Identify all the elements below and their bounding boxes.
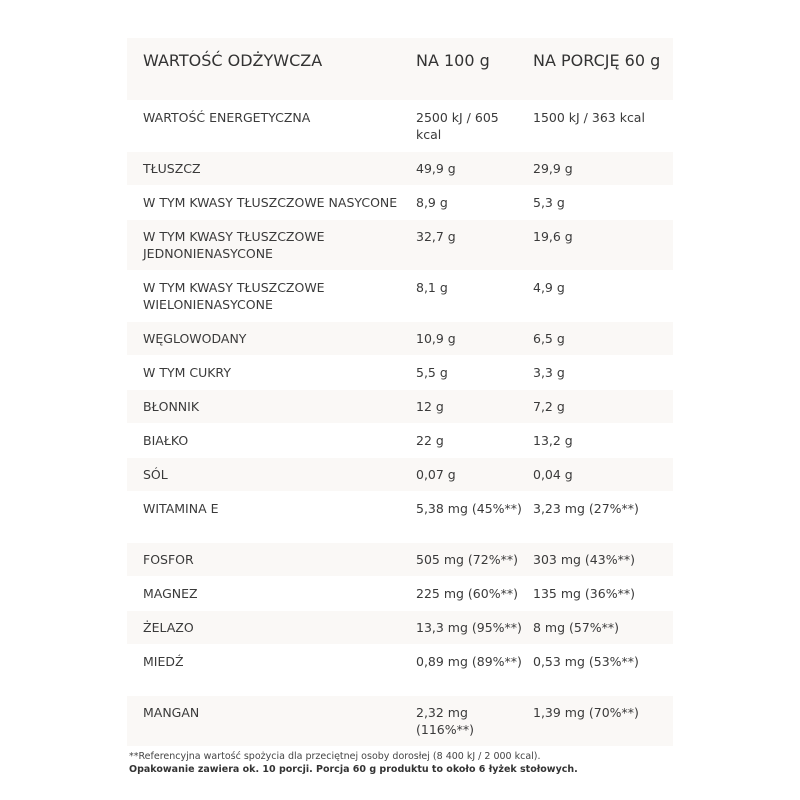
- value-per-100g: 49,9 g: [416, 161, 456, 176]
- table-row: [127, 611, 673, 645]
- value-per-100g: 505 mg (72%**): [416, 552, 518, 567]
- table-row: [127, 152, 673, 186]
- value-per-100g: 22 g: [416, 433, 444, 448]
- nutrient-name: W TYM KWASY TŁUSZCZOWE WIELONIENASYCONE: [143, 280, 325, 312]
- nutrient-name: MIEDŹ: [143, 654, 184, 669]
- value-per-portion: 0,04 g: [533, 467, 573, 482]
- value-per-100g: 8,9 g: [416, 195, 448, 210]
- header-nutrient: WARTOŚĆ ODŻYWCZA: [143, 51, 323, 70]
- value-per-portion: 19,6 g: [533, 229, 573, 244]
- table-row: [127, 424, 673, 458]
- value-per-100g: 8,1 g: [416, 280, 448, 295]
- footnotes: [127, 750, 673, 776]
- value-per-portion: 1500 kJ / 363 kcal: [533, 110, 645, 125]
- value-per-portion: 135 mg (36%**): [533, 586, 635, 601]
- value-per-100g: 5,38 mg (45%**): [416, 501, 522, 516]
- nutrient-name: BŁONNIK: [143, 399, 200, 414]
- nutrient-name: WARTOŚĆ ENERGETYCZNA: [143, 110, 311, 125]
- reference-footnote: **Referencyjna wartość spożycia dla przeciętnej osoby dorosłej (8 400 kJ / 2 000 kcal).: [129, 751, 541, 762]
- nutrient-name: SÓL: [143, 467, 168, 482]
- nutrient-name: FOSFOR: [143, 552, 194, 567]
- value-per-portion: 6,5 g: [533, 331, 565, 346]
- table-row: [127, 492, 673, 543]
- table-row: [127, 101, 673, 152]
- value-per-portion: 13,2 g: [533, 433, 573, 448]
- table-row: [127, 543, 673, 577]
- table-row: [127, 322, 673, 356]
- table-row: [127, 458, 673, 492]
- package-note: Opakowanie zawiera ok. 10 porcji. Porcja 60 g produktu to około 6 łyżek stołowych.: [129, 764, 578, 775]
- nutrient-name: TŁUSZCZ: [143, 161, 201, 176]
- table-row: [127, 186, 673, 220]
- table-row: [127, 696, 673, 747]
- value-per-100g: 0,07 g: [416, 467, 456, 482]
- table-row: [127, 390, 673, 424]
- value-per-100g: 10,9 g: [416, 331, 456, 346]
- table-row: [127, 577, 673, 611]
- value-per-portion: 5,3 g: [533, 195, 565, 210]
- value-per-portion: 303 mg (43%**): [533, 552, 635, 567]
- table-row: [127, 645, 673, 696]
- header-per-portion: NA PORCJĘ 60 g: [533, 51, 661, 70]
- table-row: [127, 220, 673, 271]
- value-per-portion: 3,3 g: [533, 365, 565, 380]
- nutrient-name: W TYM CUKRY: [143, 365, 231, 380]
- nutrient-name: W TYM KWASY TŁUSZCZOWE NASYCONE: [143, 195, 398, 210]
- table-body: [127, 101, 673, 747]
- value-per-100g: 32,7 g: [416, 229, 456, 244]
- nutrient-name: BIAŁKO: [143, 433, 189, 448]
- nutrient-name: ŻELAZO: [143, 620, 194, 635]
- table-header: [127, 38, 673, 101]
- value-per-100g: 12 g: [416, 399, 444, 414]
- value-per-100g: 5,5 g: [416, 365, 448, 380]
- value-per-portion: 7,2 g: [533, 399, 565, 414]
- value-per-portion: 4,9 g: [533, 280, 565, 295]
- value-per-portion: 3,23 mg (27%**): [533, 501, 639, 516]
- nutrition-table: [127, 38, 673, 747]
- nutrient-name: MAGNEZ: [143, 586, 198, 601]
- value-per-100g: 2500 kJ / 605 kcal: [416, 110, 499, 142]
- value-per-portion: 29,9 g: [533, 161, 573, 176]
- header-per-100g: NA 100 g: [416, 51, 490, 70]
- table-row: [127, 356, 673, 390]
- value-per-portion: 8 mg (57%**): [533, 620, 620, 635]
- nutrient-name: W TYM KWASY TŁUSZCZOWE JEDNONIENASYCONE: [143, 229, 325, 261]
- value-per-100g: 13,3 mg (95%**): [416, 620, 522, 635]
- value-per-portion: 0,53 mg (53%**): [533, 654, 639, 669]
- value-per-100g: 225 mg (60%**): [416, 586, 518, 601]
- nutrient-name: WITAMINA E: [143, 501, 219, 516]
- table-row: [127, 271, 673, 322]
- nutrition-panel: [127, 38, 673, 776]
- nutrient-name: MANGAN: [143, 705, 200, 720]
- value-per-100g: 0,89 mg (89%**): [416, 654, 522, 669]
- value-per-portion: 1,39 mg (70%**): [533, 705, 639, 720]
- value-per-100g: 2,32 mg (116%**): [416, 705, 474, 737]
- nutrient-name: WĘGLOWODANY: [143, 331, 247, 346]
